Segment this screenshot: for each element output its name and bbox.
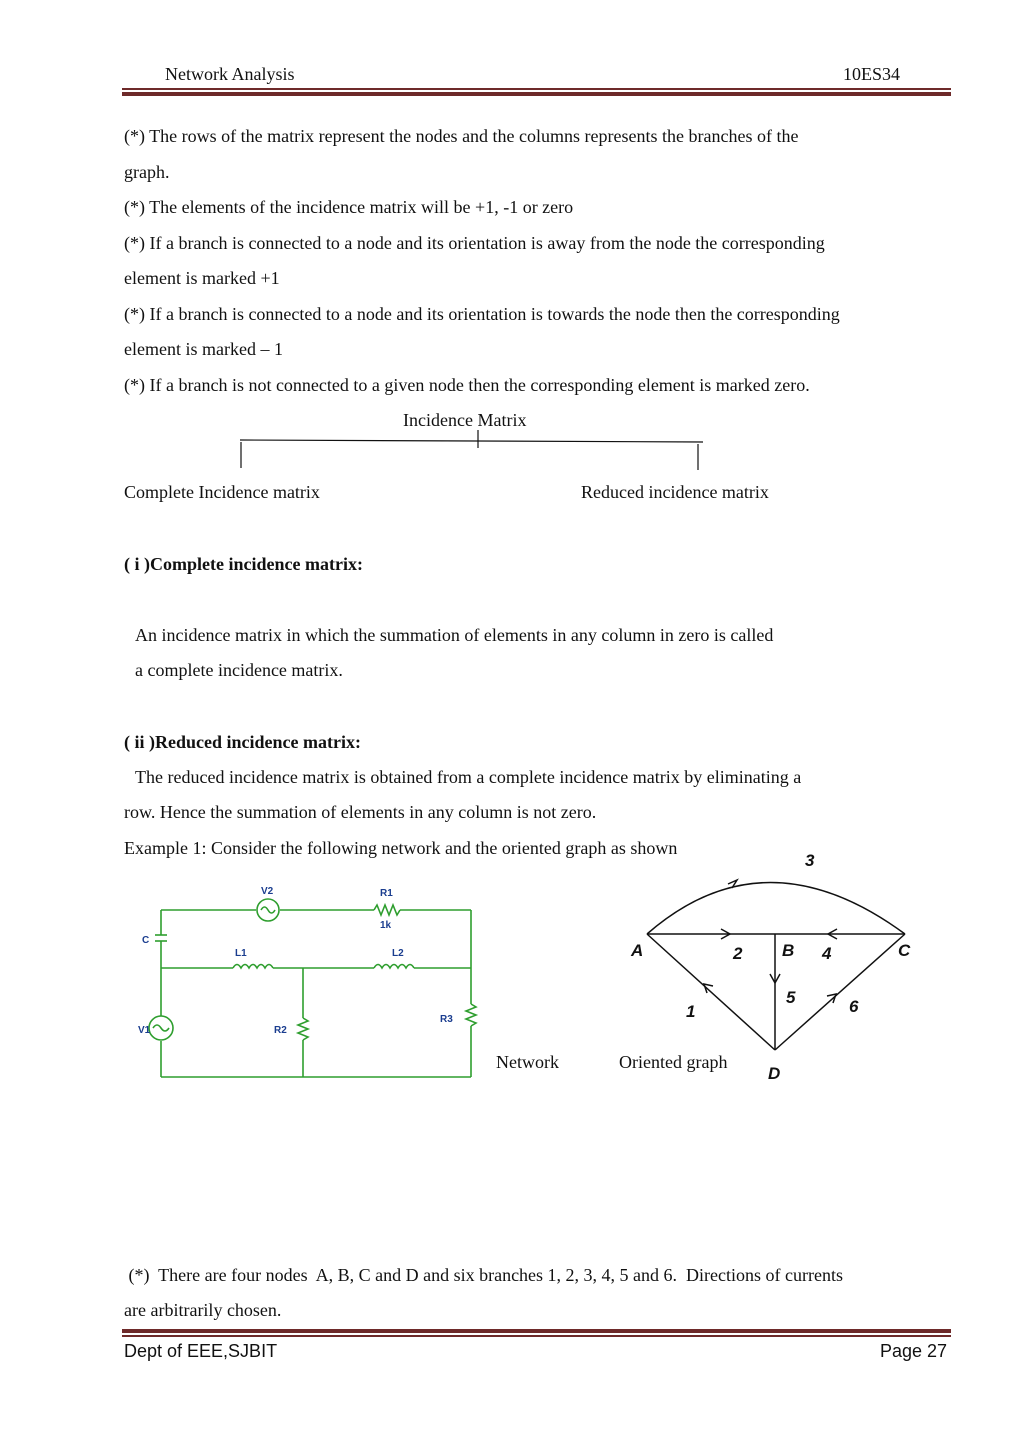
paragraph-away-cont: element is marked +1 xyxy=(124,268,280,288)
graph-branch-2: 2 xyxy=(733,944,743,963)
branch-1-line xyxy=(647,934,775,1050)
footer-rule-thick xyxy=(122,1329,951,1333)
footer-department: Dept of EEE,SJBIT xyxy=(124,1341,278,1361)
footer-page-number: Page 27 xyxy=(880,1341,948,1361)
section-reduced-title: Reduced incidence matrix: xyxy=(155,732,361,752)
resistor-r1 xyxy=(374,905,400,915)
header-title: Network Analysis xyxy=(165,64,295,84)
oriented-graph xyxy=(620,846,920,1086)
inductor-l2 xyxy=(374,965,414,969)
section-complete-prefix: ( i ) xyxy=(124,554,150,574)
inductor-l1 xyxy=(233,965,273,969)
source-v2-wave xyxy=(261,907,275,913)
tree-connector xyxy=(230,428,710,472)
branch-3-curve xyxy=(647,883,905,935)
source-v1-wave xyxy=(153,1025,169,1031)
label-l1: L1 xyxy=(235,948,247,959)
section-complete-body-cont: a complete incidence matrix. xyxy=(135,660,343,680)
caption-oriented-graph: Oriented graph xyxy=(619,1052,728,1072)
footer-rule-thin xyxy=(122,1335,951,1337)
tree-root-label: Incidence Matrix xyxy=(403,410,527,430)
paragraph-nodes-branches: (*) There are four nodes A, B, C and D and six branches 1, 2, 3, 4, 5 and 6. Directions of currents xyxy=(124,1265,843,1285)
graph-node-a: A xyxy=(631,941,644,960)
example-intro: Example 1: Consider the following network and the oriented graph as shown xyxy=(124,838,678,858)
header-code: 10ES34 xyxy=(843,64,901,84)
paragraph-not-connected: (*) If a branch is not connected to a given node then the corresponding element is marked zero. xyxy=(124,375,810,395)
graph-node-d: D xyxy=(768,1064,781,1083)
graph-node-c: C xyxy=(898,941,911,960)
section-reduced-body: The reduced incidence matrix is obtained from a complete incidence matrix by eliminating a xyxy=(135,767,802,787)
header-rule-thin xyxy=(122,88,951,90)
graph-branch-5: 5 xyxy=(786,988,796,1007)
resistor-r3 xyxy=(466,1004,476,1026)
paragraph-rows: (*) The rows of the matrix represent the nodes and the columns represents the branches of the xyxy=(124,126,799,146)
tree-left-label: Complete Incidence matrix xyxy=(124,482,320,502)
label-r1-value: 1k xyxy=(380,920,392,931)
circuit-diagram xyxy=(138,878,483,1084)
paragraph-elements: (*) The elements of the incidence matrix will be +1, -1 or zero xyxy=(124,197,574,217)
graph-branch-6: 6 xyxy=(849,997,859,1016)
paragraph-towards-cont: element is marked – 1 xyxy=(124,339,283,359)
label-v2: V2 xyxy=(261,886,274,897)
graph-node-b: B xyxy=(782,941,795,960)
resistor-r2 xyxy=(298,1018,308,1040)
paragraph-away: (*) If a branch is connected to a node and its orientation is away from the node the corresponding xyxy=(124,233,825,253)
tree-right-label: Reduced incidence matrix xyxy=(581,482,769,502)
label-l2: L2 xyxy=(392,948,404,959)
section-complete-body: An incidence matrix in which the summation of elements in any column in zero is called xyxy=(135,625,774,645)
graph-branch-3: 3 xyxy=(805,851,815,870)
section-reduced-prefix: ( ii ) xyxy=(124,732,155,752)
label-r2: R2 xyxy=(274,1025,287,1036)
graph-branch-4: 4 xyxy=(822,944,832,963)
label-r3: R3 xyxy=(440,1014,453,1025)
section-complete-title: Complete incidence matrix: xyxy=(150,554,363,574)
label-r1: R1 xyxy=(380,888,393,899)
section-reduced-heading xyxy=(124,732,361,752)
label-v1: V1 xyxy=(138,1025,151,1036)
tree-crossbar xyxy=(240,440,703,442)
section-complete-heading xyxy=(124,554,363,574)
paragraph-nodes-branches-cont: are arbitrarily chosen. xyxy=(124,1300,282,1320)
label-c: C xyxy=(142,935,150,946)
paragraph-towards: (*) If a branch is connected to a node and its orientation is towards the node then the corresponding xyxy=(124,304,840,324)
paragraph-rows-cont: graph. xyxy=(124,162,170,182)
graph-branch-1: 1 xyxy=(686,1002,696,1021)
caption-network: Network xyxy=(496,1052,559,1072)
section-reduced-body-cont: row. Hence the summation of elements in any column is not zero. xyxy=(124,802,597,822)
header-rule-thick xyxy=(122,92,951,96)
